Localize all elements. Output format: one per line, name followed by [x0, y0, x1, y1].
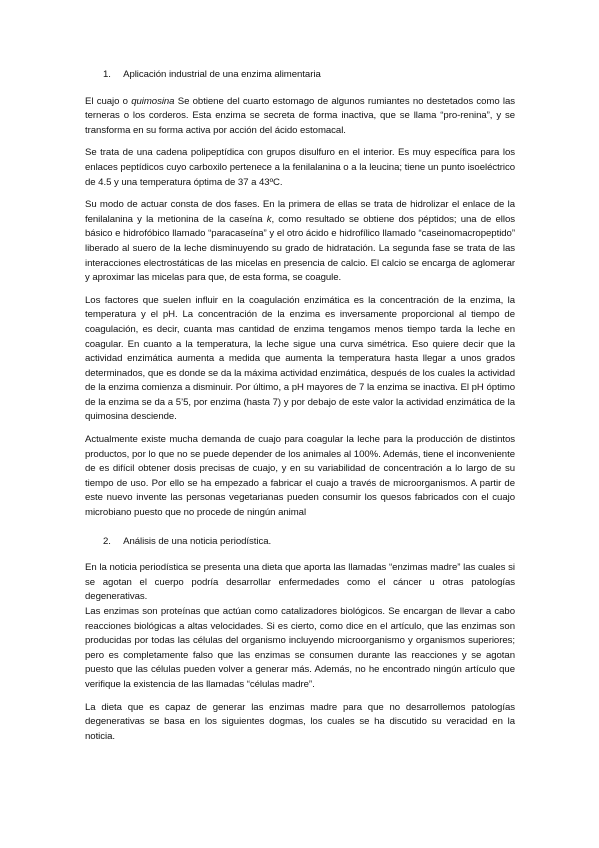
section-2-paragraph-1: En la noticia periodística se presenta una dieta que aporta las llamadas “enzimas madre” las cuales si se agotan el cuerpo podría desarrollar enfermedades como el cáncer u otras patologías degenerativas.	[85, 562, 515, 603]
section-1-paragraph-4: Los factores que suelen influir en la coagulación enzimática es la concentración de la enzima, la temperatura y el pH. La concentración de la enzima es inversamente proporcional al tiempo de coagulación, es decir, cuanta mas cantidad de enzima tengamos menos tiempo tarda la leche en coagular. En cuanto a la temperatura, la leche sigue una curva simétrica. Eso quiere decir que la actividad enzimática aumenta a medida que aumenta la temperatura hasta llegar a unos grados determinados, que es donde se da la máxima actividad enzimática, después de los cuales la actividad de la enzima comienza a disminuir. Por último, a pH mayores de 7 la enzima se inactiva. El pH óptimo de la enzima se da a 5’5, por enzima (hasta 7) y por debajo de este valor la actividad enzimática de la quimosina desciende.	[85, 294, 515, 423]
section-1-heading	[103, 68, 515, 83]
section-1-paragraph-1	[85, 95, 515, 139]
section-2-paragraph-2: Las enzimas son proteínas que actúan como catalizadores biológicos. Se encargan de llevar a cabo reacciones biológicas a altas velocidades. Si es cierto, como dice en el artículo, que las enzimas son producidas por todas las células del organismo incluyendo microorganismo y organismos superiores; pero es completamente falso que las enzimas se consumen durante las reacciones y se agotan puesto que las células pueden volver a generar más. Además, no he encontrado ningún artículo que verifique la existencia de las llamadas “células madre”.	[85, 606, 515, 690]
document-body	[85, 68, 515, 752]
section-1-title: Aplicación industrial de una enzima alimentaria	[123, 69, 321, 80]
section-1-paragraph-2: Se trata de una cadena polipeptídica con grupos disulfuro en el interior. Es muy específica para los enlaces peptídicos cuyo carboxilo pertenece a la fenilalanina o a la leucina; tiene un punto isoeléctrico de 4.5 y una temperatura óptima de 37 a 43ºC.	[85, 147, 515, 188]
section-2-title: Análisis de una noticia periodística.	[123, 535, 272, 547]
emphasis-k: k	[266, 213, 272, 225]
section-2-heading	[103, 535, 515, 550]
section-1-paragraph-5: Actualmente existe mucha demanda de cuajo para coagular la leche para la producción de distintos productos, por lo que no se puede depender de los animales al 100%. Además, tiene el inconveniente de es difícil obtener dosis precisas de cuajo, y en su variabilidad de concentración a lo largo de su tiempo de uso. Por ello se ha empezado a fabricar el cuajo a través de microorganismos. A partir de este nuevo invente las personas vegetarianas pueden consumir los quesos fabricados con el cuajo microbiano puesto que no procede de ningún animal	[85, 434, 515, 519]
section-1-paragraph-3	[85, 198, 515, 286]
paragraph-text: El cuajo o	[85, 95, 132, 107]
section-2-paragraph-3: La dieta que es capaz de generar las enzimas madre para que no desarrollemos patologías degenerativas se basa en los siguientes dogmas, los cuales se ha discutido su veracidad en la noticia.	[85, 701, 515, 742]
emphasis-quimosina: quimosina	[131, 95, 175, 107]
paragraph-text: Su modo de actuar consta de dos fases. En la primera de ellas se trata de hidrolizar el enlace de la fenilalanina y la metionina de la caseína	[85, 199, 515, 225]
paragraph-text: , como resultado se obtiene dos péptidos; una de ellos básico e hidrofóbico llamado “paracaseína” y el otro ácido e hidrofílico llamado “caseinomacropeptido” liberado al suero de la leche disminuyendo su grado de hidratación. La segunda fase se trata de las interacciones electrostáticas de las micelas en presencia de calcio. El calcio se encarga de aglomerar y aproximar las micelas para que, de esta forma, se coagule.	[85, 213, 515, 284]
paragraph-text: Se obtiene del cuarto estomago de algunos rumiantes no destetados como las terneras o los corderos. Esta enzima se secreta de forma inactiva, que se llama “pro-renina”, y se transforma en su forma activa por acción del ácido estomacal.	[85, 95, 515, 136]
section-1-number: 1.	[103, 69, 111, 80]
section-2-number: 2.	[103, 535, 111, 547]
